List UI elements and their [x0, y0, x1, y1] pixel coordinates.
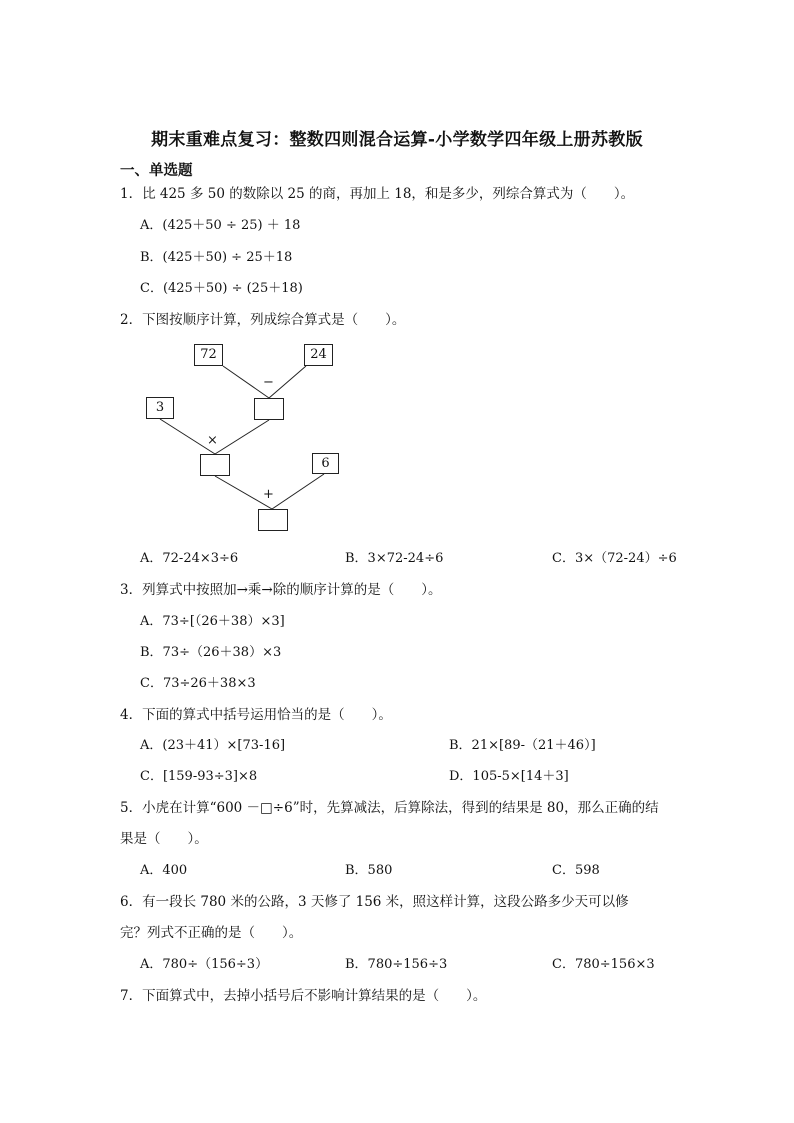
- minus-operator: −: [263, 375, 274, 390]
- question-5-line-1: 5．小虎在计算“600 －□÷6”时，先算减法，后算除法，得到的结果是 80，那么正确的结: [120, 800, 659, 816]
- question-3: 3．列算式中按照加→乘→除的顺序计算的是（ ）。: [120, 582, 442, 598]
- q6-option-a: A．780÷（156÷3）: [140, 957, 269, 972]
- question-1: 1．比 425 多 50 的数除以 25 的商，再加上 18，和是多少，列综合算式为（ ）。: [120, 186, 635, 202]
- question-2: 2．下图按顺序计算，列成综合算式是（ ）。: [120, 312, 406, 328]
- section-heading: 一、单选题: [120, 163, 193, 179]
- result-box-sum: [258, 509, 288, 531]
- q5-option-c: C．598: [552, 863, 600, 878]
- number-box-24: 24: [304, 344, 333, 366]
- q1-option-a: A．(425＋50 ÷ 25) ＋ 18: [140, 218, 301, 233]
- times-operator: ×: [207, 433, 218, 448]
- number-box-6: 6: [312, 453, 339, 474]
- q6-option-c: C．780÷156×3: [552, 957, 655, 972]
- q5-option-a: A．400: [140, 863, 188, 878]
- q4-option-c: C．[159-93÷3]×8: [140, 769, 258, 784]
- q4-option-b: B．21×[89-（21＋46）]: [449, 738, 596, 753]
- number-box-3: 3: [146, 397, 174, 419]
- q4-option-d: D．105-5×[14＋3]: [449, 769, 569, 784]
- q1-option-c: C．(425＋50) ÷ (25＋18): [140, 281, 303, 296]
- q2-option-b: B．3×72-24÷6: [345, 551, 444, 566]
- q2-option-c: C．3×（72-24）÷6: [552, 551, 677, 566]
- q4-option-a: A．(23＋41）×[73-16]: [140, 738, 286, 753]
- question-5-line-2: 果是（ ）。: [120, 831, 208, 847]
- question-7: 7．下面算式中，去掉小括号后不影响计算结果的是（ ）。: [120, 988, 487, 1004]
- diagram-lines: [140, 340, 350, 535]
- q1-option-b: B．(425＋50) ÷ 25＋18: [140, 250, 293, 265]
- result-box-product: [200, 454, 230, 476]
- q2-option-a: A．72-24×3÷6: [140, 551, 239, 566]
- result-box-difference: [254, 398, 284, 420]
- q3-option-c: C．73÷26＋38×3: [140, 676, 256, 691]
- question-4: 4．下面的算式中括号运用恰当的是（ ）。: [120, 707, 392, 723]
- calculation-tree-diagram: [140, 340, 350, 535]
- q5-option-b: B．580: [345, 863, 393, 878]
- q3-option-a: A．73÷[（26＋38）×3]: [140, 614, 285, 629]
- number-box-72: 72: [194, 344, 223, 366]
- question-6-line-1: 6．有一段长 780 米的公路，3 天修了 156 米，照这样计算，这段公路多少天可以修: [120, 894, 629, 910]
- question-6-line-2: 完？列式不正确的是（ ）。: [120, 925, 303, 941]
- q6-option-b: B．780÷156÷3: [345, 957, 448, 972]
- plus-operator: +: [263, 487, 274, 502]
- q3-option-b: B．73÷（26＋38）×3: [140, 645, 282, 660]
- page-title: 期末重难点复习：整数四则混合运算-小学数学四年级上册苏教版: [151, 130, 643, 150]
